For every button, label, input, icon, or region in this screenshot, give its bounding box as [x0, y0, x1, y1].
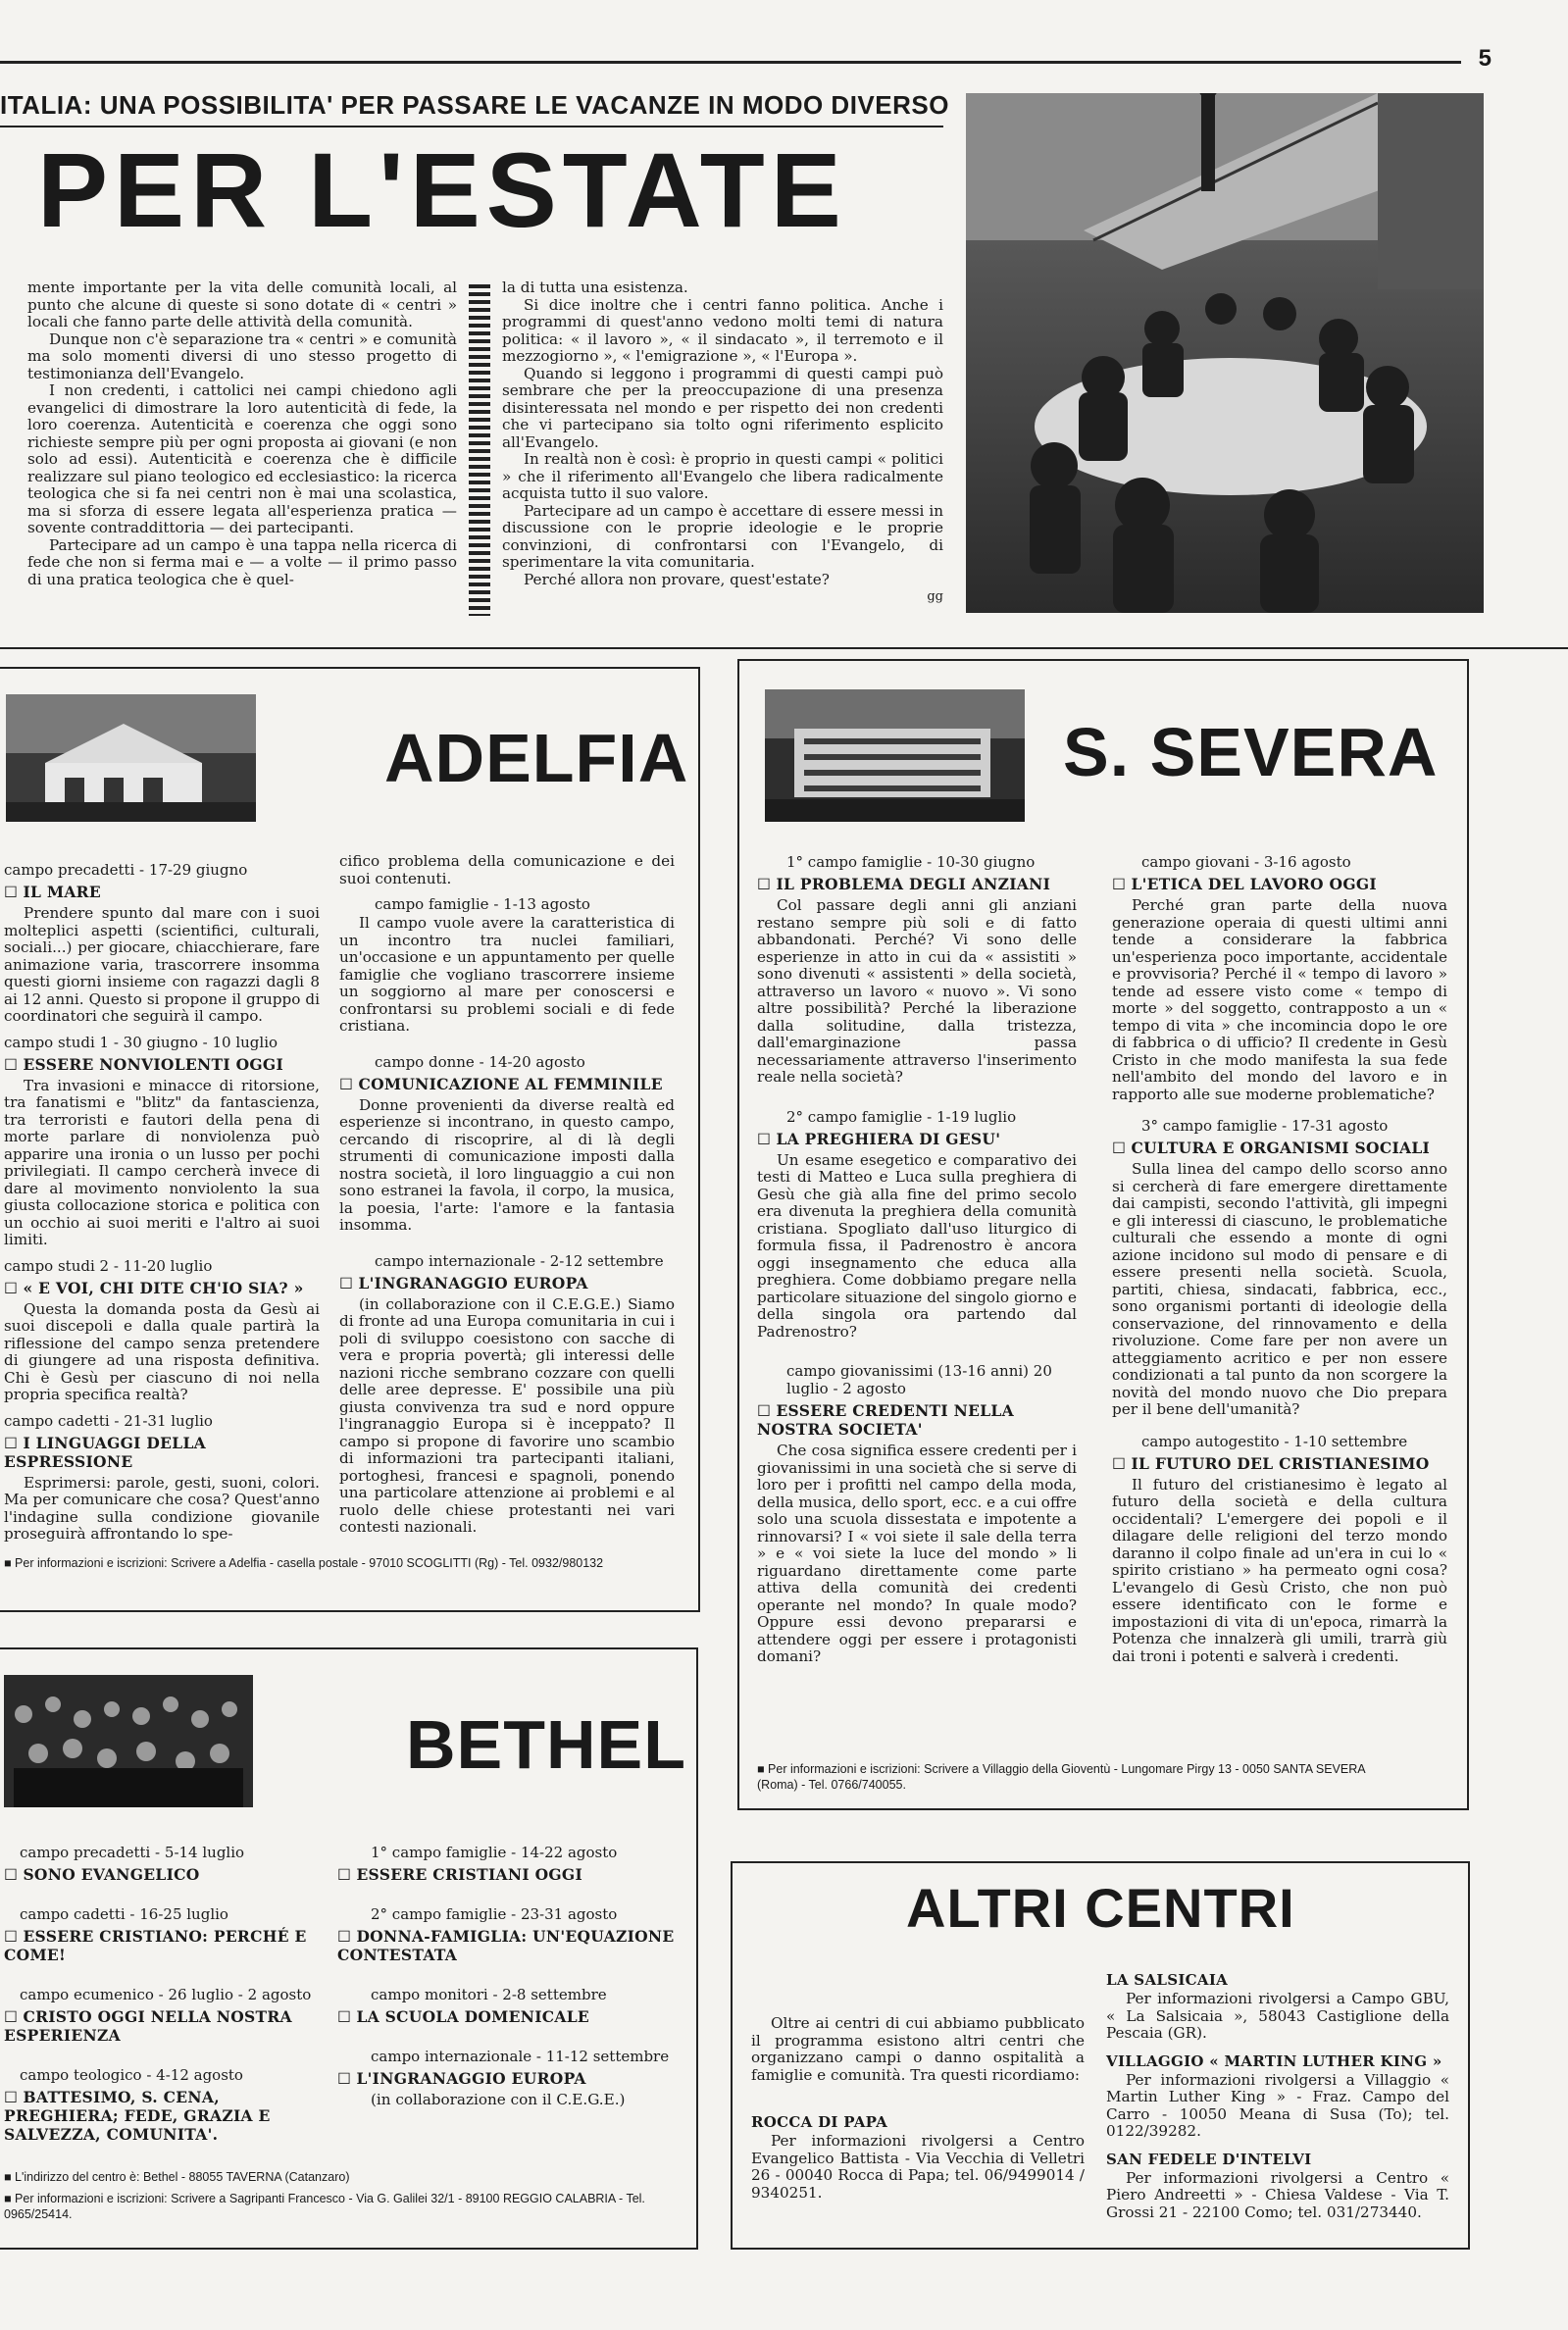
- article-paragraph: mente importante per la vita delle comunità locali, al punto che alcune di queste si sono dotate di « centri » locali che fanno parte delle attività della comunità.: [27, 279, 457, 330]
- altri-column-right: [1106, 1961, 1449, 2221]
- article-kicker: ITALIA: UNA POSSIBILITA' PER PASSARE LE VACANZE IN MODO DIVERSO: [0, 90, 949, 120]
- article-paragraph: Si dice inoltre che i centri fanno politica. Anche i programmi di quest'anno vedono molti temi di natura politica: « il lavoro », « il sindacato », il terremoto e il mezzogiorno », « l'emigrazione », « l'Europa ».: [502, 295, 943, 365]
- article-paragraph: Partecipare ad un campo è accettare di essere messi in discussione con le proprie ideologie e le proprie convinzioni, di confrontarsi con l'Evangelo, di sperimentare la vita comunitaria.: [502, 501, 943, 571]
- top-rule: [0, 61, 1461, 64]
- article-paragraph: I non credenti, i cattolici nei campi chiedono agli evangelici di dimostrare la loro autenticità di fede, la loro coerenza. Autenticità e coerenza che oggi sono richieste sempre più per ogni proposta ai giovani (e non solo ad essi). Autenticità e coerenza che è difficile realizzare sul piano teologico ed ecclesiastico: la ricerca teologica che si fa nei centri non è mai una scolastica, ma si sforza di essere legata all'esperienza pratica — sovente contraddittoria — dei partecipanti.: [27, 381, 457, 536]
- section-rule: [0, 647, 1568, 649]
- camp-heading: ☐ IL PROBLEMA DEGLI ANZIANI: [757, 875, 1077, 893]
- camp-heading: ☐ I LINGUAGGI DELLA ESPRESSIONE: [4, 1434, 320, 1471]
- adelfia-info: ■ Per informazioni e iscrizioni: Scrivere a Adelfia - casella postale - 97010 SCOGLITTI (Rg) - Tel. 0932/980132: [4, 1555, 671, 1571]
- center-name-fedele: SAN FEDELE D'INTELVI: [1106, 2150, 1312, 2168]
- camp-heading: ☐ DONNA-FAMIGLIA: UN'EQUAZIONE CONTESTATA: [337, 1927, 677, 1964]
- camp-text: Esprimersi: parole, gesti, suoni, colori. Ma per comunicare che cosa? Quest'anno l'indagine sulla condizione giovanile proseguirà affrontando lo spe-: [4, 1473, 320, 1543]
- severa-info: ■ Per informazioni e iscrizioni: Scrivere a Villaggio della Gioventù - Lungomare Pirgy 13 - 0050 SANTA SEVERA (Roma) - Tel. 0766/740055.: [757, 1761, 1404, 1793]
- camp-label: 2° campo famiglie - 23-31 agosto: [371, 1905, 618, 1923]
- camp-label: 1° campo famiglie - 10-30 giugno: [786, 853, 1036, 871]
- kicker-rule: [0, 126, 943, 127]
- center-info-salsicaia: Per informazioni rivolgersi a Campo GBU, « La Salsicaia », 58043 Castiglione della Pescaia (GR).: [1106, 1990, 1449, 2042]
- camp-heading: ☐ IL FUTURO DEL CRISTIANESIMO: [1112, 1454, 1447, 1473]
- bethel-title: BETHEL: [406, 1706, 686, 1783]
- camp-heading: ☐ L'INGRANAGGIO EUROPA: [339, 1274, 675, 1292]
- camp-label: campo studi 2 - 11-20 luglio: [4, 1256, 213, 1275]
- camp-heading: ☐ LA PREGHIERA DI GESU': [757, 1130, 1077, 1148]
- altri-column-left: [751, 2015, 1085, 2202]
- camp-label: campo monitori - 2-8 settembre: [371, 1986, 607, 2003]
- camp-heading: ☐ ESSERE NONVIOLENTI OGGI: [4, 1055, 320, 1074]
- camp-label: campo precadetti - 5-14 luglio: [20, 1844, 245, 1861]
- adelfia-column-left: [4, 853, 320, 1544]
- altri-intro: Oltre ai centri di cui abbiamo pubblicato il programma esistono altri centri che organizzano campi o danno ospitalità a famiglie e comunità. Tra questi ricordiamo:: [751, 2014, 1085, 2084]
- group-meeting-photo: [966, 93, 1484, 613]
- camp-heading: ☐ LA SCUOLA DOMENICALE: [337, 2007, 677, 2026]
- camp-label: campo cadetti - 16-25 luglio: [20, 1905, 228, 1923]
- camp-heading: ☐ L'INGRANAGGIO EUROPA: [337, 2069, 677, 2088]
- camp-heading: ☐ « E VOI, CHI DITE CH'IO SIA? »: [4, 1279, 320, 1297]
- article-signature: gg: [927, 589, 943, 604]
- camp-heading: ☐ CULTURA E ORGANISMI SOCIALI: [1112, 1139, 1447, 1157]
- camp-heading: ☐ ESSERE CRISTIANO: PERCHÉ E COME!: [4, 1927, 318, 1964]
- camp-label: campo cadetti - 21-31 luglio: [4, 1411, 213, 1430]
- bethel-crowd-photo: [4, 1675, 253, 1807]
- article-column-1: [27, 279, 457, 588]
- altri-centri-title: ALTRI CENTRI: [906, 1877, 1295, 1939]
- adelfia-title: ADELFIA: [384, 720, 689, 796]
- camp-label: campo ecumenico - 26 luglio - 2 agosto: [20, 1986, 312, 2003]
- camp-label: campo giovani - 3-16 agosto: [1141, 853, 1351, 871]
- camp-label: campo precadetti - 17-29 giugno: [4, 861, 248, 879]
- article-paragraph: Partecipare ad un campo è una tappa nella ricerca di fede che non si ferma mai e — a volte — il primo passo di una pratica teologica che è quel-: [27, 535, 457, 588]
- camp-text: Tra invasioni e minacce di ritorsione, tra fanatismi e "blitz" da fantascienza, tra terroristi e fautori della pena di morte parlare di nonviolenza può apparire una ironia o un lusso per pochi privilegiati. Il campo cercherà invece di dare al movimento nonviolento la sua giusta collocazione storica e politica con un occhio ai suoi meriti e l'altro ai suoi limiti.: [4, 1076, 320, 1248]
- severa-column-right: [1112, 845, 1447, 1665]
- camp-heading: ☐ ESSERE CRISTIANI OGGI: [337, 1865, 677, 1884]
- adelfia-column-right: [339, 853, 675, 1537]
- camp-text: Prendere spunto dal mare con i suoi molteplici aspetti (scientifici, culturali, sociali...) per giocare, chiacchierare, fare animazione varia, trascorrere insomma questi giorni insieme con ragazzi dagli 8 ai 12 anni. Questo si propone il gruppo di coordinatori che seguirà il campo.: [4, 904, 320, 1025]
- center-info-mlk: Per informazioni rivolgersi a Villaggio « Martin Luther King » - Fraz. Campo del Carro - 10050 Meana di Susa (To); tel. 0122/39282.: [1106, 2070, 1449, 2140]
- camp-text: Donne provenienti da diverse realtà ed esperienze si incontrano, in questo campo, cercando di riscoprire, al di là degli strumenti di comunicazione imposti dalla nostra società, il loro linguaggio a cui non sono estranei la favola, il corpo, la musica, la poesia, l'arte: l'amore e la fantasia insomma.: [339, 1095, 675, 1234]
- center-info-rocca: Per informazioni rivolgersi a Centro Evangelico Battista - Via Vecchia di Velletri 26 - 00040 Rocca di Papa; tel. 06/9499014 / 9340251.: [751, 2132, 1085, 2202]
- article-paragraph: In realtà non è così: è proprio in questi campi « politici » che il riferimento all'Evangelo che libera radicalmente acquista tutto il suo valore.: [502, 450, 943, 502]
- camp-text: Col passare degli anni gli anziani restano sempre più soli e di fatto abbandonati. Perché? Vi sono delle esperienze in atto in cui da « assistiti » sono divenuti « assistenti » della società, attraverso un lavoro « nuovo ». Vi sono altre possibilità? Perché la liberazione dalla solitudine, dalla tristezza, dall'emarginazione passa necessariamente attraverso l'inserimento reale nella società?: [757, 896, 1077, 1086]
- camp-label: campo giovanissimi (13-16 anni) 20 luglio - 2 agosto: [786, 1362, 1052, 1397]
- camp-text: (in collaborazione con il C.E.G.E.) Siamo di fronte ad una Europa comunitaria in cui i poli di sviluppo coesistono con sacche di vera e propria povertà; gli interessi delle nazioni ricche sembrano cozzare con quelli delle aree depresse. E' possibile una più giusta convivenza tra sud e nord oppure l'ingranaggio Europa si è inceppato? Il campo si propone di favorire uno scambio di informazioni tra partecipanti italiani, portoghesi, francesi e spagnoli, ponendo una particolare attenzione ai problemi e al ruolo delle chiese protestanti nei vari contesti nazionali.: [339, 1294, 675, 1536]
- camp-text: Che cosa significa essere credenti per i giovanissimi in una società che si serve di loro per i profitti nel campo della moda, della musica, dello sport, ecc. e a cui offre solo una scuola dissestata e impotente a rinnovarsi? I « voi siete il sale della terra » e « voi siete la luce del mondo » li riguardano direttamente come parte attiva della comunità dei credenti operante nel mondo? In quale modo? Oppure essi devono prepararsi e attendere oggi per essere i protagonisti domani?: [757, 1442, 1077, 1665]
- page-number: 5: [1478, 45, 1492, 72]
- article-paragraph: la di tutta una esistenza.: [502, 279, 688, 296]
- camp-heading: ☐ ESSERE CREDENTI NELLA NOSTRA SOCIETA': [757, 1401, 1077, 1439]
- article-column-2: [502, 279, 943, 606]
- article-paragraph: Dunque non c'è separazione tra « centri » e comunità ma solo momenti diversi di uno stesso progetto di testimonianza dell'Evangelo.: [27, 329, 457, 382]
- camp-text: cifico problema della comunicazione e dei suoi contenuti.: [339, 852, 675, 887]
- adelfia-building-photo: [6, 694, 256, 822]
- camp-text: Un esame esegetico e comparativo dei testi di Matteo e Luca sulla preghiera di Gesù che già alla fine del primo secolo era divenuta la preghiera della comunità cristiana. Spogliato dall'uso liturgico di formula fissa, il Padrenostro è ancora oggi insegnamento che educa alla preghiera. Come dobbiamo pregare nella particolare situazione del singolo giorno e della singola ora partendo dal Padrenostro?: [757, 1150, 1077, 1341]
- camp-label: campo internazionale - 2-12 settembre: [375, 1251, 664, 1270]
- camp-label: campo autogestito - 1-10 settembre: [1141, 1432, 1408, 1450]
- center-name-salsicaia: LA SALSICAIA: [1106, 1971, 1229, 1989]
- bethel-info: ■ Per informazioni e iscrizioni: Scrivere a Sagripanti Francesco - Via G. Galilei 32/1 - 89100 REGGIO CALABRIA - Tel. 0965/25414.: [4, 2191, 671, 2222]
- camp-text: Perché gran parte della nuova generazione operaia di questi ultimi anni tende a considerare la fabbrica un'esperienza poco importante, accidentale e provvisoria? Perché il « tempo di lavoro » tende ad essere visto come « tempo di morte » del soggetto, contrapposto a un « tempo di vita » che incomincia dopo le ore di fabbrica o di ufficio? Il credente in Gesù Cristo in che modo manifesta la sua fede nell'ambito del mondo del lavoro e in rapporto alle sue moderne problematiche?: [1112, 896, 1447, 1103]
- column-divider-bars: [469, 284, 490, 616]
- article-paragraph: Quando si leggono i programmi di questi campi può sembrare che per la preoccupazione di una presenza disinteressata nel mondo e per rispetto dei non credenti che vi partecipano sia tolto ogni riferimento esplicito all'Evangelo.: [502, 364, 943, 451]
- camp-text: Il campo vuole avere la caratteristica di un incontro tra nuclei familiari, un'occasione e un appuntamento per quelle famiglie che vogliano trascorrere insieme un soggiorno al mare per conoscersi e confrontarsi su problemi sociali e di fede cristiana.: [339, 914, 675, 1035]
- camp-text: Sulla linea del campo dello scorso anno si cercherà di fare emergere direttamente dai campisti, secondo l'attività, gli impegni e gli interessi di ciascuno, le problematiche culturali che essendo a monte di ogni azione incidono sul modo di pensare e di essere presenti nella società. Scuola, partiti, chiesa, sindacati, fabbrica, ecc., sono organismi portanti di ideologie della conservazione, del rinnovamento e della rivoluzione. Come fare per non avere un atteggiamento acritico e per non essere condizionati a tal punto da non scorgere la novità del mondo nuovo che Dio prepara per il bene dell'umanità?: [1112, 1160, 1447, 1418]
- article-paragraph: Perché allora non provare, quest'estate?: [524, 570, 830, 588]
- severa-building-photo: [765, 689, 1025, 822]
- camp-label: 2° campo famiglie - 1-19 luglio: [786, 1107, 1017, 1126]
- camp-heading: ☐ IL MARE: [4, 883, 320, 901]
- camp-heading: ☐ SONO EVANGELICO: [4, 1865, 318, 1884]
- camp-heading: ☐ CRISTO OGGI NELLA NOSTRA ESPERIENZA: [4, 2007, 318, 2045]
- center-name-mlk: VILLAGGIO « MARTIN LUTHER KING »: [1106, 2051, 1442, 2070]
- camp-label: 1° campo famiglie - 14-22 agosto: [371, 1844, 618, 1861]
- camp-text: Il futuro del cristianesimo è legato al futuro della società e della cultura occidentali? L'emergere dei popoli e il dilagare delle religioni del terzo mondo daranno il colpo finale ad un'era in cui lo « spirito cristiano » ha permeato ogni cosa? L'evangelo di Gesù Cristo, che non può essere identificato con le forme e impostazioni di vita di un'epoca, rimarrà la Potenza che innalzerà gli umili, trarrà giù dai troni i potenti e salverà i credenti.: [1112, 1475, 1447, 1665]
- center-name-rocca: ROCCA DI PAPA: [751, 2113, 888, 2131]
- bethel-column-right: [337, 1836, 677, 2109]
- camp-label: campo teologico - 4-12 agosto: [20, 2066, 243, 2084]
- camp-heading: ☐ L'ETICA DEL LAVORO OGGI: [1112, 875, 1447, 893]
- camp-label: campo studi 1 - 30 giugno - 10 luglio: [4, 1033, 278, 1051]
- center-info-fedele: Per informazioni rivolgersi a Centro « Piero Andreetti » - Chiesa Valdese - Via T. Grossi 21 - 22100 Como; tel. 031/273440.: [1106, 2168, 1449, 2221]
- camp-label: 3° campo famiglie - 17-31 agosto: [1141, 1117, 1389, 1135]
- camp-label: campo internazionale - 11-12 settembre: [371, 2048, 670, 2065]
- camp-label: campo donne - 14-20 agosto: [375, 1052, 585, 1071]
- camp-heading: ☐ COMUNICAZIONE AL FEMMINILE: [339, 1075, 675, 1093]
- camp-label: campo famiglie - 1-13 agosto: [375, 895, 590, 913]
- bethel-column-left: [4, 1836, 318, 2148]
- severa-column-left: [757, 845, 1077, 1666]
- camp-heading: ☐ BATTESIMO, S. CENA, PREGHIERA; FEDE, GRAZIA E SALVEZZA, COMUNITA'.: [4, 2088, 318, 2144]
- article-headline: PER L'ESTATE: [37, 130, 847, 249]
- camp-note: (in collaborazione con il C.E.G.E.): [371, 2091, 626, 2108]
- severa-title: S. SEVERA: [1063, 714, 1439, 790]
- bethel-address: ■ L'indirizzo del centro è: Bethel - 88055 TAVERNA (Catanzaro): [4, 2169, 671, 2185]
- camp-text: Questa la domanda posta da Gesù ai suoi discepoli e dalla quale partirà la riflessione del campo senza pretendere di giungere ad una risposta definitiva. Chi è Gesù per ciascuno di noi nella propria specifica realtà?: [4, 1299, 320, 1403]
